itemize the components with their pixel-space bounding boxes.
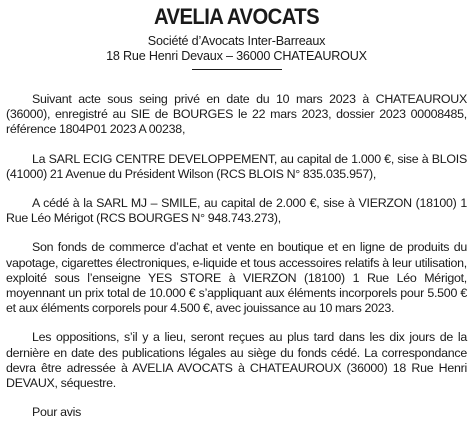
paragraph-oppositions: Les oppositions, s’il y a lieu, seront reçues au plus tard dans les dix jours de la dernière en date des publications légales au siège du fonds cédé. La correspondance devra être adressée à AVELIA AVOCATS à CHATEAUROUX (36000) 18 Rue Henri DEVAUX, séquestre. [6,330,467,391]
paragraph-deed: Suivant acte sous seing privé en date du 10 mars 2023 à CHATEAUROUX (36000), enregistré au SIE de BOURGES le 22 mars 2023, dossier 2023 00008485, référence 1804P01 2023 A 00238, [6,92,467,137]
paragraph-seller: La SARL ECIG CENTRE DEVELOPPEMENT, au capital de 1.000 €, sise à BLOIS (41000) 21 Avenue du Président Wilson (RCS BLOIS N° 835.035.957), [6,151,467,181]
divider-rule [192,69,282,70]
notice-title: AVELIA AVOCATS [153,4,320,29]
paragraph-buyer: A cédé à la SARL MJ – SMILE, au capital de 2.000 €, sise à VIERZON (18100) 1 Rue Léo Mérigot (RCS BOURGES N° 948.743.273), [6,196,467,226]
paragraph-business: Son fonds de commerce d’achat et vente en boutique et en ligne de produits du vapotage, cigarettes électroniques, e-liquide et tous accessoires relatifs à leur utilisation, exploité sous l’enseigne YES STORE à VIERZON (18100) 1 Rue Léo Mérigot, moyennant un prix total de 10.000 € s’appliquant aux éléments incorporels pour 5.500 € et aux éléments corporels pour 4.500 €, avec jouissance au 10 mars 2023. [6,240,467,316]
paragraph-closing: Pour avis [32,405,82,420]
firm-description: Société d’Avocats Inter-Barreaux [147,34,326,48]
firm-address: 18 Rue Henri Devaux – 36000 CHATEAUROUX [106,49,367,63]
